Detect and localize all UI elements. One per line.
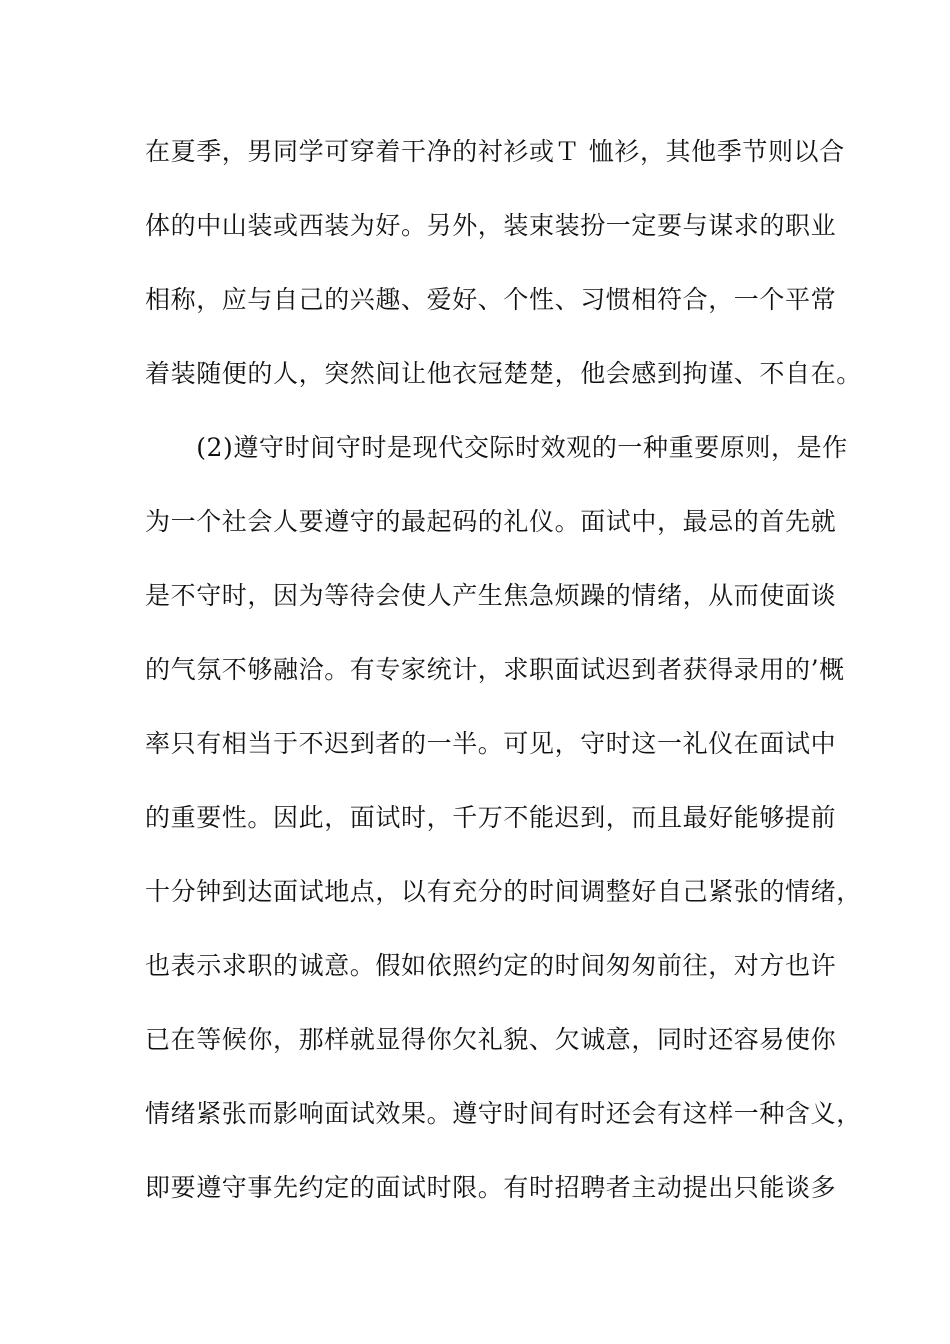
text-line: 十分钟到达面试地点，以有充分的时间调整好自己紧张的情绪， [145, 877, 862, 906]
text-line: 率只有相当于不迟到者的一半。可见，守时这一礼仪在面试中 [145, 729, 837, 758]
text-line: 为一个社会人要遵守的最起码的礼仪。面试中，最忌的首先就 [145, 507, 837, 536]
text-line: 即要遵守事先约定的面试时限。有时招聘者主动提出只能谈多 [145, 1173, 837, 1202]
text-line: 着装随便的人，突然间让他衣冠楚楚，他会感到拘谨、不自在。 [145, 359, 862, 388]
text-line: 也表示求职的诚意。假如依照约定的时间匆匆前往，对方也许 [145, 951, 837, 980]
text-line: 在夏季，男同学可穿着干净的衬衫或Ｔ 恤衫，其他季节则以合 [145, 137, 845, 166]
text-line: 已在等候你，那样就显得你欠礼貌、欠诚意，同时还容易使你 [145, 1025, 837, 1054]
text-line: 的气氛不够融洽。有专家统计，求职面试迟到者获得录用的’概 [145, 655, 845, 684]
text-line: (2)遵守时间守时是现代交际时效观的一种重要原则，是作 [145, 433, 848, 462]
text-line: 的重要性。因此，面试时，千万不能迟到，而且最好能够提前 [145, 803, 837, 832]
text-line: 情绪紧张而影响面试效果。遵守时间有时还会有这样一种含义， [145, 1099, 862, 1128]
text-line: 相称，应与自己的兴趣、爱好、个性、习惯相符合，一个平常 [145, 285, 837, 314]
text-line: 是不守时，因为等待会使人产生焦急烦躁的情绪，从而使面谈 [145, 581, 837, 610]
text-line: 体的中山装或西装为好。另外，装束装扮一定要与谋求的职业 [145, 211, 837, 240]
